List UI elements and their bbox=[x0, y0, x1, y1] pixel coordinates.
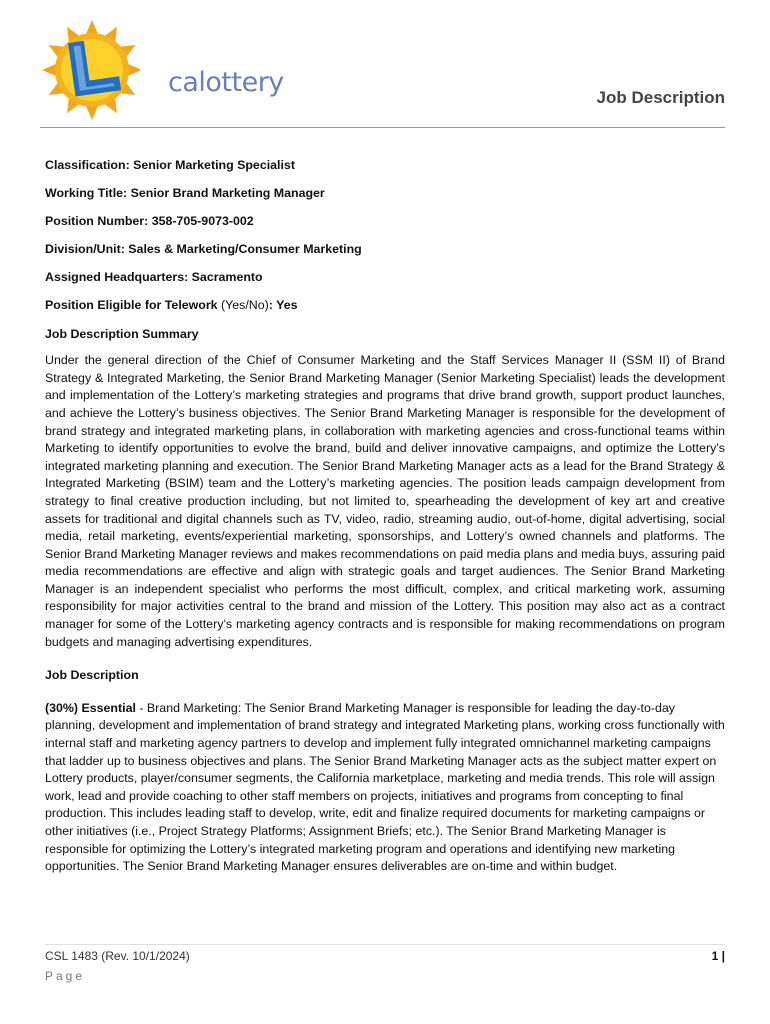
sun-logo-icon bbox=[40, 15, 140, 125]
telework-field bbox=[45, 297, 725, 315]
essential-text: - Brand Marketing: The Senior Brand Marketing Manager is responsible for leading the day-to-day planning, development and implementation of brand strategy and integrated Marketing plans, working cross functionally with internal staff and marketing agency partners to develop and implement fully integrated omnichannel marketing campaigns that ladder up to business objectives and plans. The Senior Brand Marketing Manager acts as the subject matter expert on Lottery products, player/consumer segments, the California marketplace, marketing and media trends. This role will assign work, lead and provide coaching to other staff members on projects, initiatives and programs from concepting to final production. This includes leading staff to develop, write, edit and finalize required documents for marketing campaigns or other initiatives (i.e., Project Strategy Platforms; Assignment Briefs; etc.). The Senior Brand Marketing Manager is responsible for optimizing the Lottery’s integrated marketing program and operations and identifying new marketing opportunities. The Senior Brand Marketing Manager ensures deliverables are on-time and within budget. bbox=[45, 700, 725, 874]
summary-heading: Job Description Summary bbox=[45, 326, 199, 341]
telework-label: Position Eligible for Telework bbox=[45, 298, 218, 313]
document-title: Job Description bbox=[596, 88, 725, 107]
essential-duty-paragraph bbox=[45, 700, 725, 876]
essential-label: (30%) Essential bbox=[45, 700, 136, 715]
telework-value: : Yes bbox=[268, 298, 298, 313]
logo-wordmark: calottery bbox=[168, 67, 284, 98]
summary-paragraph: Under the general direction of the Chief of Consumer Marketing and the Staff Services Manager II (SSM II) of Brand Strategy & Integrated Marketing, the Senior Brand Marketing Manager (Senior Marketing Specialist) leads the development and implementation of the Lottery’s marketing strategies and programs that drive brand growth, support product launches, and achieve the Lottery’s business objectives. The Senior Brand Marketing Manager is responsible for the development of brand strategy and integrated marketing plans, in collaboration with marketing agencies and cross-functional teams within Marketing to identify opportunities to evolve the brand, build and deliver innovative campaigns, and optimize the Lottery’s integrated marketing planning and execution. The Senior Brand Marketing Manager acts as a lead for the Brand Strategy & Integrated Marketing (BSIM) team and the Lottery’s marketing agencies. The position leads campaign development from strategy to final creative production including, but not limited to, spearheading the development of key art and creative assets for traditional and digital channels such as TV, video, radio, streaming audio, out-of-home, digital advertising, social media, retail marketing, events/experiential marketing, sponsorships, and Lottery’s owned channels and platforms. The Senior Brand Marketing Manager reviews and makes recommendations on paid media plans and media buys, assuring paid media recommendations are effective and align with strategic goals and target audiences. The Senior Brand Marketing Manager is an independent specialist who performs the most difficult, complex, and critical marketing work, assuming responsibility for major activities central to the brand and mission of the Lottery. This position may also act as a contract manager for some of the Lottery’s marketing agency contracts and is responsible for making recommendations on program budgets and managing advertising expenditures. bbox=[45, 353, 725, 649]
page-label: Page bbox=[45, 969, 86, 983]
telework-options: (Yes/No) bbox=[217, 298, 269, 313]
headquarters-field: Assigned Headquarters: Sacramento bbox=[45, 270, 263, 285]
classification-field: Classification: Senior Marketing Specialist bbox=[45, 158, 295, 172]
header-divider bbox=[40, 127, 725, 128]
page-footer bbox=[45, 944, 725, 983]
page-number: 1 | bbox=[711, 949, 725, 963]
form-code: CSL 1483 (Rev. 10/1/2024) bbox=[45, 949, 190, 963]
document-body bbox=[45, 157, 725, 886]
position-number-field: Position Number: 358-705-9073-002 bbox=[45, 214, 254, 229]
calottery-logo bbox=[40, 15, 284, 125]
working-title-field: Working Title: Senior Brand Marketing Manager bbox=[45, 186, 325, 201]
division-field: Division/Unit: Sales & Marketing/Consumer Marketing bbox=[45, 242, 362, 257]
job-description-heading: Job Description bbox=[45, 668, 139, 683]
